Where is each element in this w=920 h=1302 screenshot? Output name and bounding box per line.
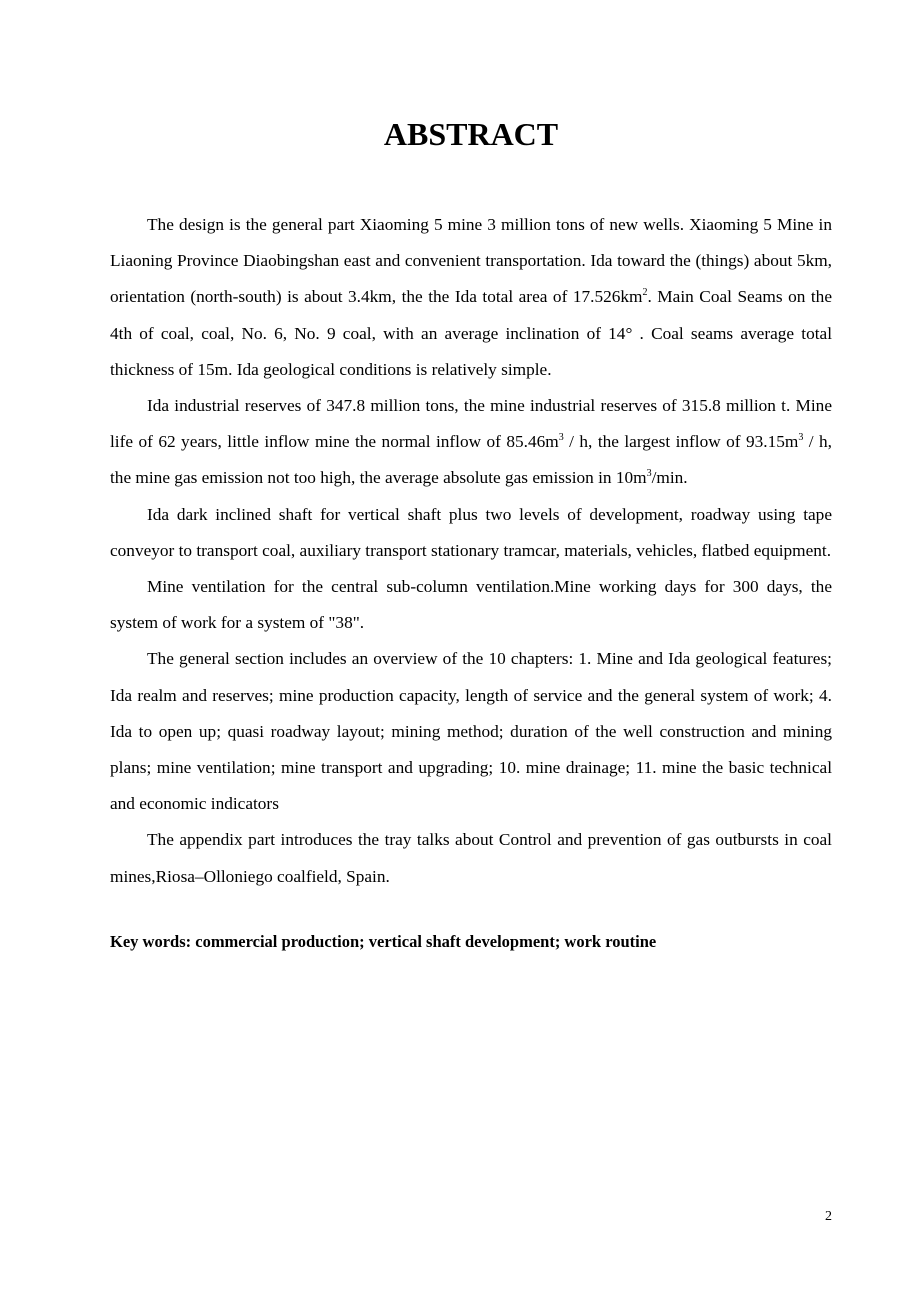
superscript: 3	[558, 432, 564, 444]
abstract-body	[110, 207, 832, 895]
page-number: 2	[825, 1209, 832, 1224]
paragraph-appendix: The appendix part introduces the tray talks about Control and prevention of gas outbursts in coal mines,Riosa–Olloniego coalfield, Spain.	[110, 830, 832, 886]
paragraph-ventilation: Mine ventilation for the central sub-column ventilation.Mine working days for 300 days, the system of work for a system of "38".	[110, 577, 832, 633]
superscript: 2	[642, 287, 648, 299]
paragraph-text: / h, the largest inflow of 93.15m	[563, 432, 799, 452]
keywords-line: Key words: commercial production; vertical shaft development; work routine	[110, 932, 657, 951]
paragraph-text: /min.	[651, 468, 688, 488]
paragraph-text: The design is the general part Xiaoming 5 mine 3 million tons of new wells. Xiaoming 5 Mine in Liaoning Province Diaobingshan east and convenient transportation. Ida toward the (things) about 5km, orientation (north-south) is about 3.4km, the the Ida total area of 17.526km	[110, 215, 832, 307]
paragraph-development: Ida dark inclined shaft for vertical shaft plus two levels of development, roadway using tape conveyor to transport coal, auxiliary transport stationary tramcar, materials, vehicles, flatbed equipment.	[110, 504, 832, 560]
paragraph-design-overview	[110, 207, 832, 388]
paragraph-text: . Main Coal Seams on the 4th of coal, coal, No. 6, No. 9 coal, with an average inclination of 14° . Coal seams average total thickness of 15m. Ida geological conditions is relatively simple.	[110, 287, 832, 379]
paragraph-reserves	[110, 388, 832, 497]
paragraph-text: / h, the mine gas emission not too high, the average absolute gas emission in 10m	[110, 432, 832, 488]
abstract-title: ABSTRACT	[383, 116, 559, 152]
superscript: 3	[798, 432, 804, 444]
paragraph-text: Ida industrial reserves of 347.8 million tons, the mine industrial reserves of 315.8 million t. Mine life of 62 years, little inflow mine the normal inflow of 85.46m	[110, 396, 832, 452]
paragraph-chapters: The general section includes an overview of the 10 chapters: 1. Mine and Ida geological features; Ida realm and reserves; mine production capacity, length of service and the general system of work; 4. Ida to open up; quasi roadway layout; mining method; duration of the well construction and mining plans; mine ventilation; mine transport and upgrading; 10. mine drainage; 11. mine the basic technical and economic indicators	[110, 649, 832, 814]
superscript: 3	[646, 468, 652, 480]
